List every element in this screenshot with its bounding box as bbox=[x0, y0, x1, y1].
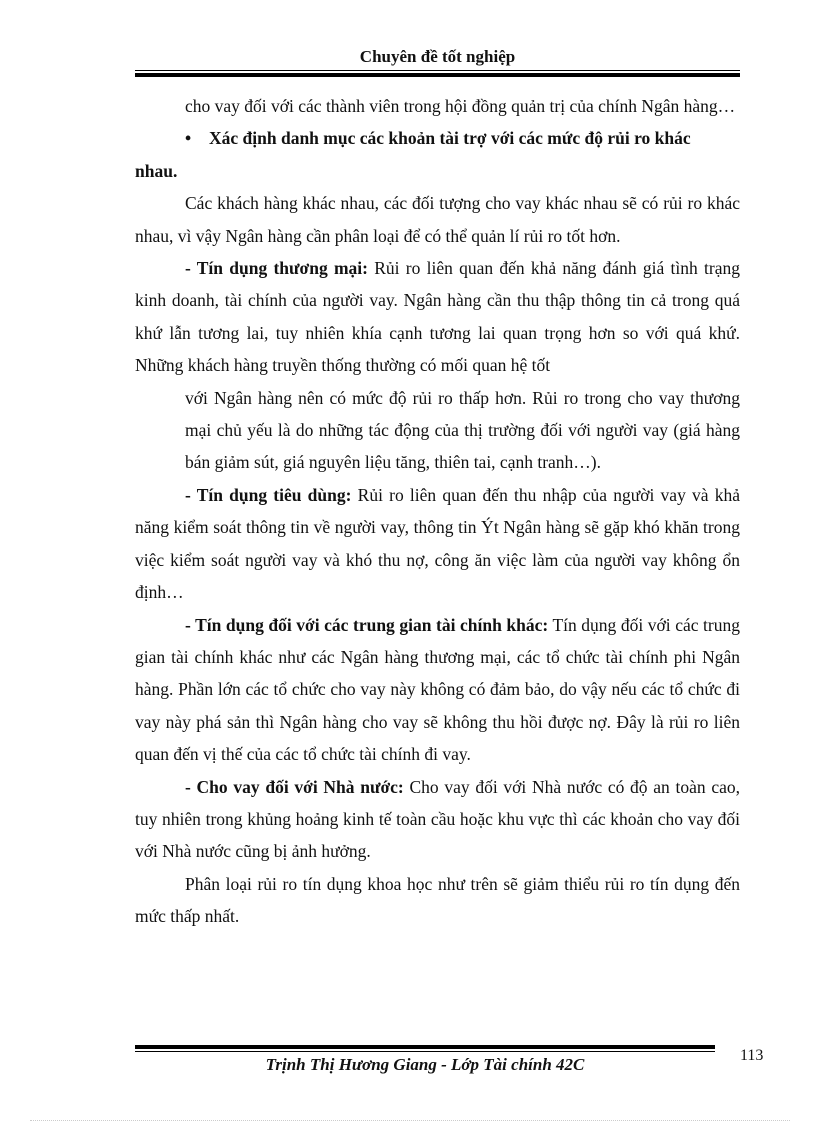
footer-rule bbox=[135, 1045, 715, 1052]
commercial-credit-cont-text: với Ngân hàng nên có mức độ rủi ro thấp hơn. Rủi ro trong cho vay thương mại chủ yếu là do những tác động của thị trường đối với người vay (giá hàng bán giảm sút, giá nguyên liệu tăng, thiên tai, cạnh tranh…). bbox=[185, 387, 740, 473]
commercial-credit-text: Rủi ro liên quan đến khả năng đánh giá tình trạng kinh doanh, tài chính của người vay. Ngân hàng cần thu thập thông tin cả trong quá khứ lẫn tương lai, tuy nhiên khía cạnh tương lai quan trọng hơn so với quá khứ. Những khách hàng truyền thống thường có mối quan hệ tốt bbox=[135, 258, 740, 376]
paragraph-commercial-credit bbox=[135, 252, 740, 382]
bullet-heading-text: Xác định danh mục các khoản tài trợ với các mức độ rủi ro khác bbox=[209, 128, 691, 149]
paragraph-consumer-credit bbox=[135, 479, 740, 609]
paragraph-state-lending bbox=[135, 771, 740, 868]
bullet-heading bbox=[135, 122, 740, 154]
term-intermediary-credit: - Tín dụng đối với các trung gian tài chính khác: bbox=[185, 614, 549, 635]
term-consumer-credit: - Tín dụng tiêu dùng: bbox=[185, 484, 352, 505]
term-commercial-credit: - Tín dụng thương mại: bbox=[185, 258, 368, 279]
consumer-credit-text: Rủi ro liên quan đến thu nhập của người vay và khả năng kiểm soát thông tin về người vay, thông tin Ýt Ngân hàng sẽ gặp khó khăn trong việc kiểm soát người vay và khó thu nợ, công ăn việc làm của người vay không ổn định… bbox=[135, 484, 740, 603]
term-state-lending: - Cho vay đối với Nhà nước: bbox=[185, 776, 404, 797]
intermediary-credit-text: Tín dụng đối với các trung gian tài chính khác như các Ngân hàng thương mại, các tổ chức tài chính phi Ngân hàng. Phần lớn các tổ chức cho vay này không có đảm bảo, do vậy nếu các tổ chức đi vay này phá sản thì Ngân hàng cho vay sẽ không thu hồi được nợ. Đây là rủi ro liên quan đến vị thế của các tổ chức tài chính đi vay. bbox=[135, 614, 740, 765]
paragraph-intermediary-credit bbox=[135, 609, 740, 771]
state-lending-text: Cho vay đối với Nhà nước có độ an toàn cao, tuy nhiên trong khủng hoảng kinh tế toàn cầu hoặc khu vực thì các khoản cho vay đối với Nhà nước cũng bị ảnh hưởng. bbox=[135, 776, 740, 862]
paragraph-intro: Các khách hàng khác nhau, các đối tượng cho vay khác nhau sẽ có rủi ro khác nhau, vì vậy Ngân hàng cần phân loại để có thể quản lí rủi ro tốt hơn. bbox=[135, 193, 740, 246]
footer-author: Trịnh Thị Hương Giang - Lớp Tài chính 42C bbox=[265, 1055, 585, 1074]
document-body bbox=[135, 90, 740, 933]
page-header-title: Chuyên đề tốt nghiệp bbox=[359, 47, 516, 66]
paragraph-conclusion: Phân loại rủi ro tín dụng khoa học như trên sẽ giảm thiểu rủi ro tín dụng đến mức thấp nhất. bbox=[135, 873, 740, 927]
header-rule bbox=[135, 70, 740, 77]
paragraph-continuation: cho vay đối với các thành viên trong hội đồng quản trị của chính Ngân hàng… bbox=[185, 96, 736, 116]
bullet-heading-continuation: nhau. bbox=[135, 160, 178, 181]
page-number: 113 bbox=[740, 1047, 764, 1064]
page-bottom-border bbox=[30, 1120, 790, 1121]
paragraph-commercial-credit-cont bbox=[135, 382, 740, 479]
bullet-icon: • bbox=[185, 128, 192, 149]
